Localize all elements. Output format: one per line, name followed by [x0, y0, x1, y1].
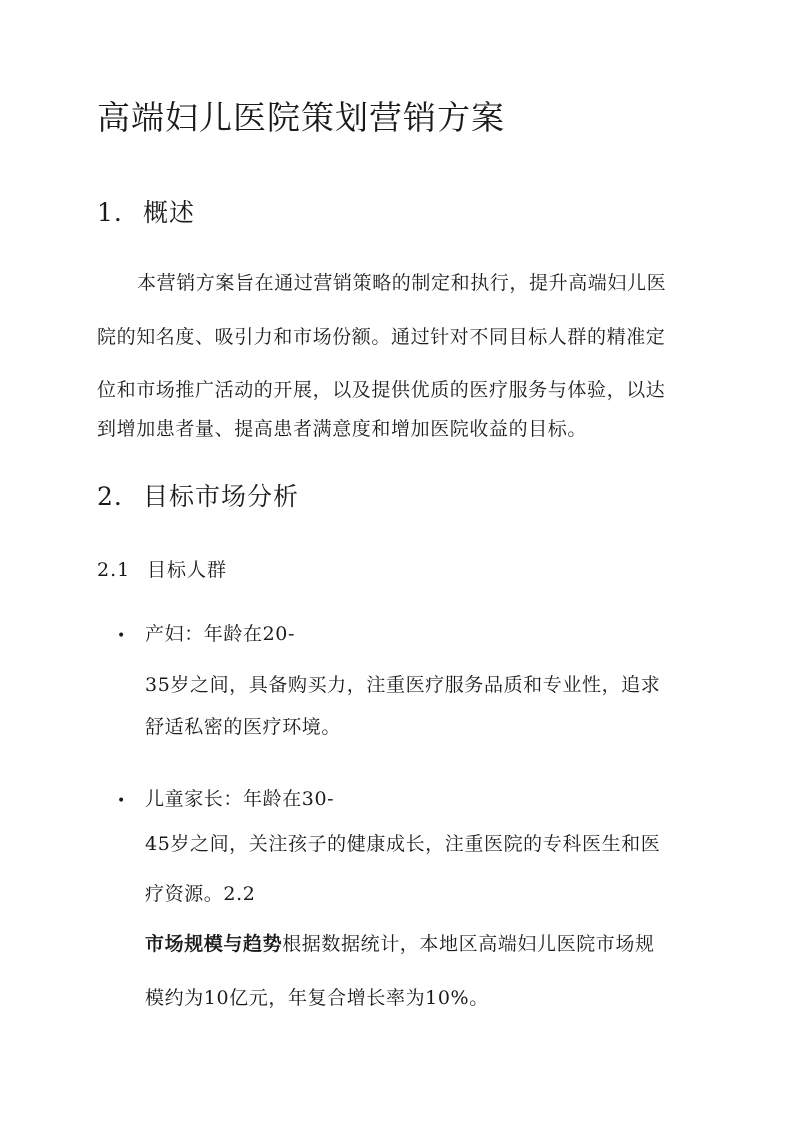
market-size-line: 模约为10亿元，年复合增长率为10%。	[145, 987, 489, 1009]
section-number: 2.	[97, 482, 123, 511]
paragraph-line: 院的知名度、吸引力和市场份额。通过针对不同目标人群的精准定	[97, 326, 666, 348]
market-size-heading: 市场规模与趋势	[145, 933, 283, 955]
section-number: 1.	[97, 198, 123, 227]
bullet-line: 舒适私密的医疗环境。	[145, 716, 342, 738]
section-heading-overview	[97, 196, 195, 230]
paragraph-line: 本营销方案旨在通过营销策略的制定和执行，提升高端妇儿医	[137, 272, 667, 294]
bullet-marker: •	[117, 793, 126, 809]
bullet-line: 儿童家长：年龄在30-	[145, 788, 335, 810]
market-size-line	[145, 917, 655, 971]
bullet-line: 疗资源。2.2	[145, 883, 256, 905]
bullet-line: 45岁之间，关注孩子的健康成长，注重医院的专科医生和医	[145, 833, 661, 855]
paragraph-line: 到增加患者量、提高患者满意度和增加医院收益的目标。	[97, 418, 588, 440]
subsection-heading-target-group	[97, 556, 227, 584]
bullet-line: 35岁之间，具备购买力，注重医疗服务品质和专业性，追求	[145, 674, 661, 696]
section-heading-text: 目标市场分析	[143, 482, 300, 511]
section-heading-target-market	[97, 480, 299, 514]
section-heading-text: 概述	[143, 198, 196, 227]
subsection-heading-text: 目标人群	[147, 559, 228, 581]
bullet-marker: •	[117, 628, 126, 644]
bullet-line: 产妇：年龄在20-	[145, 623, 295, 645]
market-size-text: 根据数据统计，本地区高端妇儿医院市场规	[282, 933, 655, 955]
subsection-number: 2.1	[97, 559, 131, 581]
page-title: 高端妇儿医院策划营销方案	[97, 98, 505, 137]
paragraph-line: 位和市场推广活动的开展，以及提供优质的医疗服务与体验，以达	[97, 379, 666, 401]
